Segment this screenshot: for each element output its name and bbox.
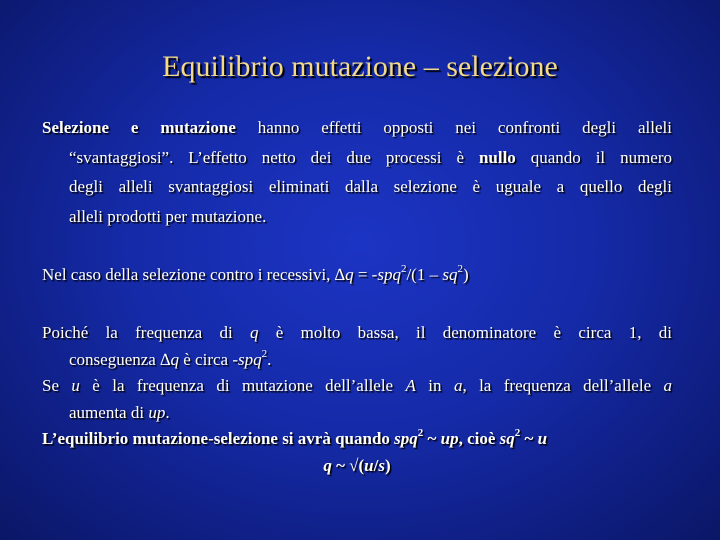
paragraph-recessive xyxy=(42,260,672,290)
var-q: q xyxy=(250,323,259,342)
intro-line-3: degli alleli svantaggiosi eliminati dalla selezione è uguale a quello degli xyxy=(69,177,672,196)
eq-bold-text: , cioè xyxy=(458,429,500,448)
eq-text: è molto bassa, il denominatore è circa 1, di xyxy=(258,323,672,342)
exponent: 2 xyxy=(400,263,407,276)
exponent: 2 xyxy=(261,347,268,360)
eq-line-5 xyxy=(42,426,672,453)
eq-line-3 xyxy=(42,373,672,400)
var-sq: sq xyxy=(499,429,515,448)
delta-symbol: ∆ xyxy=(334,265,346,284)
intro-bold-text: nullo xyxy=(478,147,516,167)
recessive-line xyxy=(42,260,672,290)
eq-bold-text: ~ xyxy=(520,429,538,448)
eq-line-2 xyxy=(42,347,672,374)
var-up: up xyxy=(148,402,166,422)
intro-bold-text: Selezione e mutazione xyxy=(42,118,236,137)
eq-text: è circa - xyxy=(179,349,238,369)
eq-bold-text: ~ √( xyxy=(331,455,365,475)
slide-title: Equilibrio mutazione – selezione xyxy=(162,50,558,83)
var-allele-a: a xyxy=(453,376,463,395)
intro-line-4: alleli prodotti per mutazione. xyxy=(69,206,267,226)
eq-line-1 xyxy=(42,320,672,347)
eq-text: in xyxy=(415,376,454,395)
eq-bold-text: ) xyxy=(385,455,391,475)
var-spq: spq xyxy=(394,429,418,448)
recessive-text: = - xyxy=(353,265,378,284)
var-q: q xyxy=(170,349,179,369)
exponent: 2 xyxy=(417,427,424,440)
intro-line-2 xyxy=(42,143,672,173)
var-u: u xyxy=(71,376,80,395)
var-q: q xyxy=(345,265,354,284)
eq-line-6 xyxy=(42,453,672,480)
var-u: u xyxy=(364,455,374,475)
exponent: 2 xyxy=(514,427,521,440)
intro-text: quando il numero xyxy=(515,147,673,167)
var-allele-A: A xyxy=(405,376,416,395)
eq-text: . xyxy=(267,349,272,369)
eq-text: aumenta di xyxy=(69,402,149,422)
intro-text: hanno effetti opposti nei confronti degli alleli xyxy=(235,118,672,137)
recessive-text: /(1 – xyxy=(406,265,443,284)
var-q: q xyxy=(323,455,332,475)
eq-bold-text: L’equilibrio mutazione-selezione si avrà quando xyxy=(42,429,395,448)
eq-text: Poiché la frequenza di xyxy=(42,323,250,342)
exponent: 2 xyxy=(457,263,463,276)
recessive-text: Nel caso della selezione contro i recessivi, xyxy=(42,265,335,284)
var-s: s xyxy=(378,455,385,475)
eq-bold-text: / xyxy=(373,455,379,475)
eq-bold-text: ~ xyxy=(423,429,441,448)
intro-text: “svantaggiosi”. L’effetto netto dei due processi è xyxy=(69,147,479,167)
var-allele-a: a xyxy=(663,376,673,395)
eq-text: è la frequenza di mutazione dell’allele xyxy=(79,376,406,395)
paragraph-equilibrium xyxy=(42,320,672,479)
eq-text: conseguenza ∆ xyxy=(69,349,171,369)
eq-text: Se xyxy=(42,376,72,395)
var-up: up xyxy=(440,429,459,448)
eq-text: . xyxy=(165,402,170,422)
intro-line-1 xyxy=(42,113,672,143)
eq-text: , la frequenza dell’allele xyxy=(462,376,664,395)
var-sq: sq xyxy=(442,265,458,284)
var-spq: spq xyxy=(377,265,401,284)
recessive-text: ) xyxy=(462,265,469,284)
var-u: u xyxy=(537,429,548,448)
eq-line-4 xyxy=(42,400,672,427)
var-spq: spq xyxy=(237,349,262,369)
paragraph-intro xyxy=(42,113,672,231)
